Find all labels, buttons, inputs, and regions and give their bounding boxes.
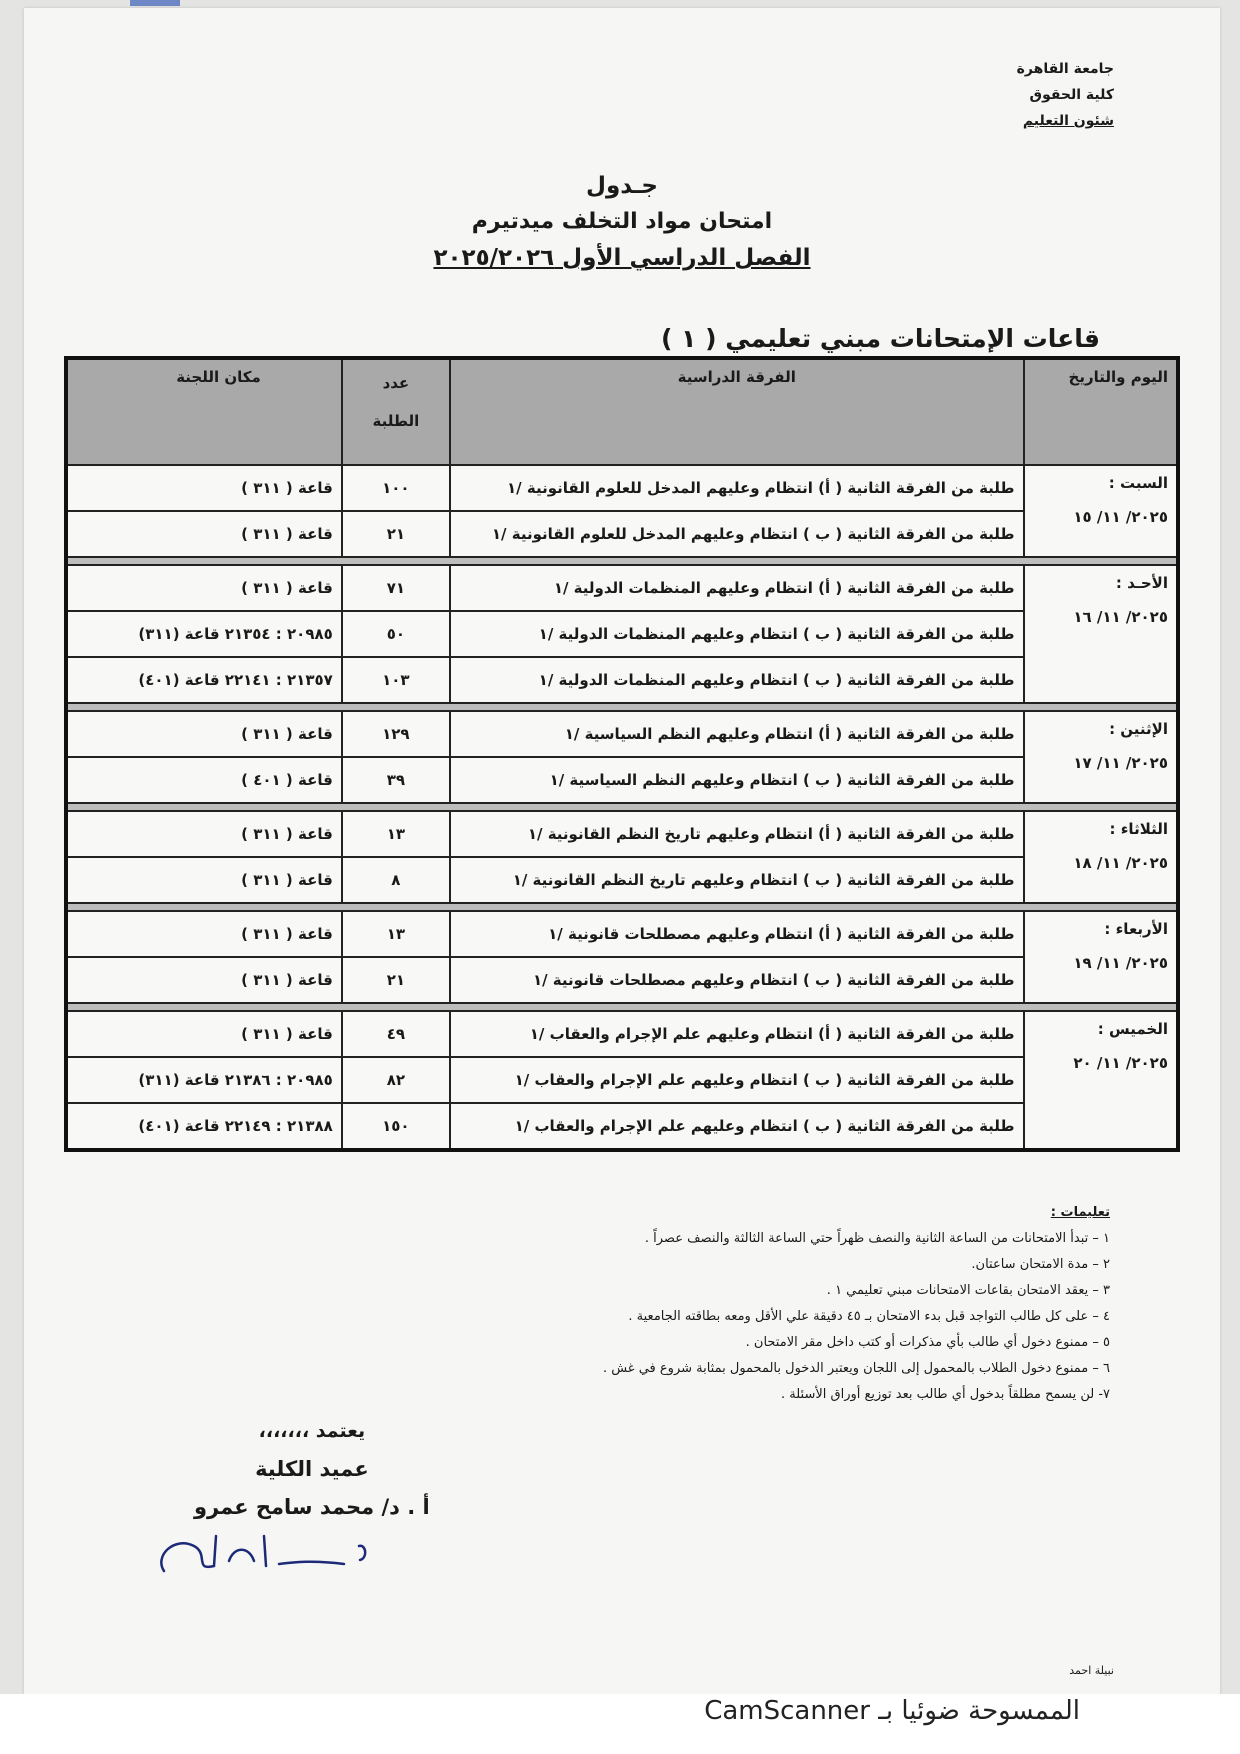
- place-cell: قاعة ( ٣١١ ): [66, 957, 342, 1003]
- separator-cell: [66, 703, 1178, 711]
- dean-name: أ . د/ محمد سامح عمرو: [194, 1495, 430, 1519]
- cohort-cell: طلبة من الفرقة الثانية ( ب ) انتظام وعليهم النظم السياسية /١: [450, 757, 1024, 803]
- instruction-item: ٣ – يعقد الامتحان بقاعات الامتحانات مبني تعليمي ١ .: [826, 1283, 1110, 1298]
- date-label: ٢٠٢٥/ ١١/ ١٦: [1073, 608, 1168, 626]
- faculty-name: كلية الحقوق: [1029, 87, 1114, 103]
- header-day-date: اليوم والتاريخ: [1024, 358, 1178, 465]
- instructions-title: تعليمات :: [1050, 1205, 1110, 1220]
- place-cell: قاعة ( ٣١١ ): [66, 711, 342, 757]
- day-label: الثلاثاء :: [1109, 820, 1168, 838]
- count-cell: ٨٢: [342, 1057, 450, 1103]
- table-row: [66, 811, 1178, 857]
- separator-cell: [66, 803, 1178, 811]
- day-date-cell: [1024, 911, 1178, 1003]
- separator-cell: [66, 903, 1178, 911]
- date-label: ٢٠٢٥/ ١١/ ٢٠: [1073, 1054, 1168, 1072]
- cohort-cell: طلبة من الفرقة الثانية ( ب ) انتظام وعليهم المنظمات الدولية /١: [450, 611, 1024, 657]
- date-label: ٢٠٢٥/ ١١/ ١٩: [1073, 954, 1168, 972]
- place-cell: قاعة ( ٣١١ ): [66, 465, 342, 511]
- table-row: [66, 611, 1178, 657]
- instruction-item: ٧- لن يسمح مطلقاً بدخول أي طالب بعد توزيع أوراق الأسئلة .: [780, 1387, 1110, 1402]
- institution-header: [1017, 56, 1114, 134]
- separator-cell: [66, 1003, 1178, 1011]
- dean-approval: [194, 1412, 430, 1526]
- instructions-block: [603, 1200, 1110, 1408]
- count-cell: ١٥٠: [342, 1103, 450, 1150]
- table-row: [66, 957, 1178, 1003]
- table-row: [66, 465, 1178, 511]
- header-exam-place: مكان اللجنة: [66, 358, 342, 465]
- day-date-cell: [1024, 1011, 1178, 1150]
- count-cell: ١٠٣: [342, 657, 450, 703]
- day-label: الأحـد :: [1115, 574, 1168, 592]
- count-cell: ١٣: [342, 811, 450, 857]
- count-cell: ١٠٠: [342, 465, 450, 511]
- place-cell: قاعة ( ٣١١ ): [66, 565, 342, 611]
- day-date-cell: [1024, 465, 1178, 557]
- count-cell: ١٢٩: [342, 711, 450, 757]
- count-cell: ٢١: [342, 957, 450, 1003]
- cohort-cell: طلبة من الفرقة الثانية ( أ) انتظام وعليهم المدخل للعلوم القانونية /١: [450, 465, 1024, 511]
- place-cell: ٢٠٩٨٥ : ٢١٣٨٦ قاعة (٣١١): [66, 1057, 342, 1103]
- group-separator: [66, 803, 1178, 811]
- group-separator: [66, 557, 1178, 565]
- day-date-cell: [1024, 565, 1178, 703]
- cohort-cell: طلبة من الفرقة الثانية ( أ) انتظام وعليهم المنظمات الدولية /١: [450, 565, 1024, 611]
- header-count-line-2: الطلبة: [372, 412, 420, 430]
- day-label: الأربعاء :: [1104, 920, 1168, 938]
- schedule-body: [66, 465, 1178, 1150]
- cohort-cell: طلبة من الفرقة الثانية ( أ) انتظام وعليهم تاريخ النظم القانونية /١: [450, 811, 1024, 857]
- cohort-cell: طلبة من الفرقة الثانية ( ب ) انتظام وعليهم المدخل للعلوم القانونية /١: [450, 511, 1024, 557]
- place-cell: قاعة ( ٤٠١ ): [66, 757, 342, 803]
- group-separator: [66, 903, 1178, 911]
- group-separator: [66, 703, 1178, 711]
- table-row: [66, 1057, 1178, 1103]
- table-row: [66, 711, 1178, 757]
- place-cell: ٢١٣٥٧ : ٢٢١٤١ قاعة (٤٠١): [66, 657, 342, 703]
- date-label: ٢٠٢٥/ ١١/ ١٧: [1073, 754, 1168, 772]
- approval-line: يعتمد ،،،،،،،: [258, 1420, 366, 1442]
- instruction-item: ٥ – ممنوع دخول أي طالب بأي مذكرات أو كتب داخل مقر الامتحان .: [745, 1335, 1110, 1350]
- handwritten-signature: [154, 1516, 414, 1586]
- place-cell: قاعة ( ٣١١ ): [66, 857, 342, 903]
- group-separator: [66, 1003, 1178, 1011]
- exam-schedule-table: [64, 356, 1180, 1152]
- table-row: [66, 565, 1178, 611]
- count-cell: ٨: [342, 857, 450, 903]
- table-row: [66, 1103, 1178, 1150]
- day-label: الخميس :: [1097, 1020, 1168, 1038]
- place-cell: قاعة ( ٣١١ ): [66, 811, 342, 857]
- place-cell: قاعة ( ٣١١ ): [66, 911, 342, 957]
- dean-title: عميد الكلية: [255, 1457, 369, 1481]
- document-title: [24, 168, 1220, 276]
- title-line-3: الفصل الدراسي الأول ٢٠٢٥/٢٠٢٦: [433, 245, 811, 271]
- cohort-cell: طلبة من الفرقة الثانية ( أ) انتظام وعليهم علم الإجرام والعقاب /١: [450, 1011, 1024, 1057]
- top-color-strip: [130, 0, 180, 6]
- count-cell: ١٣: [342, 911, 450, 957]
- table-row: [66, 757, 1178, 803]
- header-student-count: [342, 358, 450, 465]
- table-row: [66, 1011, 1178, 1057]
- place-cell: ٢١٣٨٨ : ٢٢١٤٩ قاعة (٤٠١): [66, 1103, 342, 1150]
- cohort-cell: طلبة من الفرقة الثانية ( ب ) انتظام وعليهم علم الإجرام والعقاب /١: [450, 1103, 1024, 1150]
- scanner-text: الممسوحة ضوئيا بـ CamScanner: [704, 1696, 1080, 1726]
- count-cell: ٧١: [342, 565, 450, 611]
- count-cell: ٤٩: [342, 1011, 450, 1057]
- instruction-item: ٦ – ممنوع دخول الطلاب بالمحمول إلى اللجان ويعتبر الدخول بالمحمول بمثابة شروع في غش .: [602, 1361, 1110, 1376]
- day-label: الإثنين :: [1109, 720, 1168, 738]
- cohort-cell: طلبة من الفرقة الثانية ( ب ) انتظام وعليهم مصطلحات قانونية /١: [450, 957, 1024, 1003]
- cohort-cell: طلبة من الفرقة الثانية ( ب ) انتظام وعليهم المنظمات الدولية /١: [450, 657, 1024, 703]
- count-cell: ٣٩: [342, 757, 450, 803]
- instruction-item: ١ – تبدأ الامتحانات من الساعة الثانية والنصف ظهراً حتي الساعة الثالثة والنصف عصراً .: [644, 1231, 1110, 1246]
- table-row: [66, 911, 1178, 957]
- table-row: [66, 511, 1178, 557]
- count-cell: ٥٠: [342, 611, 450, 657]
- document-page: [24, 8, 1220, 1696]
- cohort-cell: طلبة من الفرقة الثانية ( ب ) انتظام وعليهم علم الإجرام والعقاب /١: [450, 1057, 1024, 1103]
- header-cohort: الفرقة الدراسية: [450, 358, 1024, 465]
- separator-cell: [66, 557, 1178, 565]
- university-name: جامعة القاهرة: [1016, 61, 1114, 77]
- count-cell: ٢١: [342, 511, 450, 557]
- day-label: السبت :: [1108, 474, 1168, 492]
- date-label: ٢٠٢٥/ ١١/ ١٨: [1073, 854, 1168, 872]
- place-cell: قاعة ( ٣١١ ): [66, 511, 342, 557]
- header-count-line-1: عدد: [382, 374, 410, 392]
- day-date-cell: [1024, 811, 1178, 903]
- cohort-cell: طلبة من الفرقة الثانية ( ب ) انتظام وعليهم تاريخ النظم القانونية /١: [450, 857, 1024, 903]
- place-cell: قاعة ( ٣١١ ): [66, 1011, 342, 1057]
- date-label: ٢٠٢٥/ ١١/ ١٥: [1073, 508, 1168, 526]
- footer-name: نبيلة احمد: [1069, 1664, 1114, 1677]
- place-cell: ٢٠٩٨٥ : ٢١٣٥٤ قاعة (٣١١): [66, 611, 342, 657]
- table-row: [66, 857, 1178, 903]
- day-date-cell: [1024, 711, 1178, 803]
- title-line-2: امتحان مواد التخلف ميدتيرم: [471, 209, 773, 234]
- cohort-cell: طلبة من الفرقة الثانية ( أ) انتظام وعليهم مصطلحات قانونية /١: [450, 911, 1024, 957]
- department-name: شئون التعليم: [1022, 113, 1114, 129]
- table-row: [66, 657, 1178, 703]
- title-line-1: جـدول: [586, 173, 658, 199]
- hall-heading: قاعات الإمتحانات مبني تعليمي ( ١ ): [660, 324, 1100, 353]
- cohort-cell: طلبة من الفرقة الثانية ( أ) انتظام وعليهم النظم السياسية /١: [450, 711, 1024, 757]
- instruction-item: ٤ – على كل طالب التواجد قبل بدء الامتحان بـ ٤٥ دقيقة علي الأقل ومعه بطاقته الجامعية .: [628, 1309, 1110, 1324]
- instruction-item: ٢ – مدة الامتحان ساعتان.: [971, 1257, 1110, 1272]
- table-header-row: [66, 358, 1178, 465]
